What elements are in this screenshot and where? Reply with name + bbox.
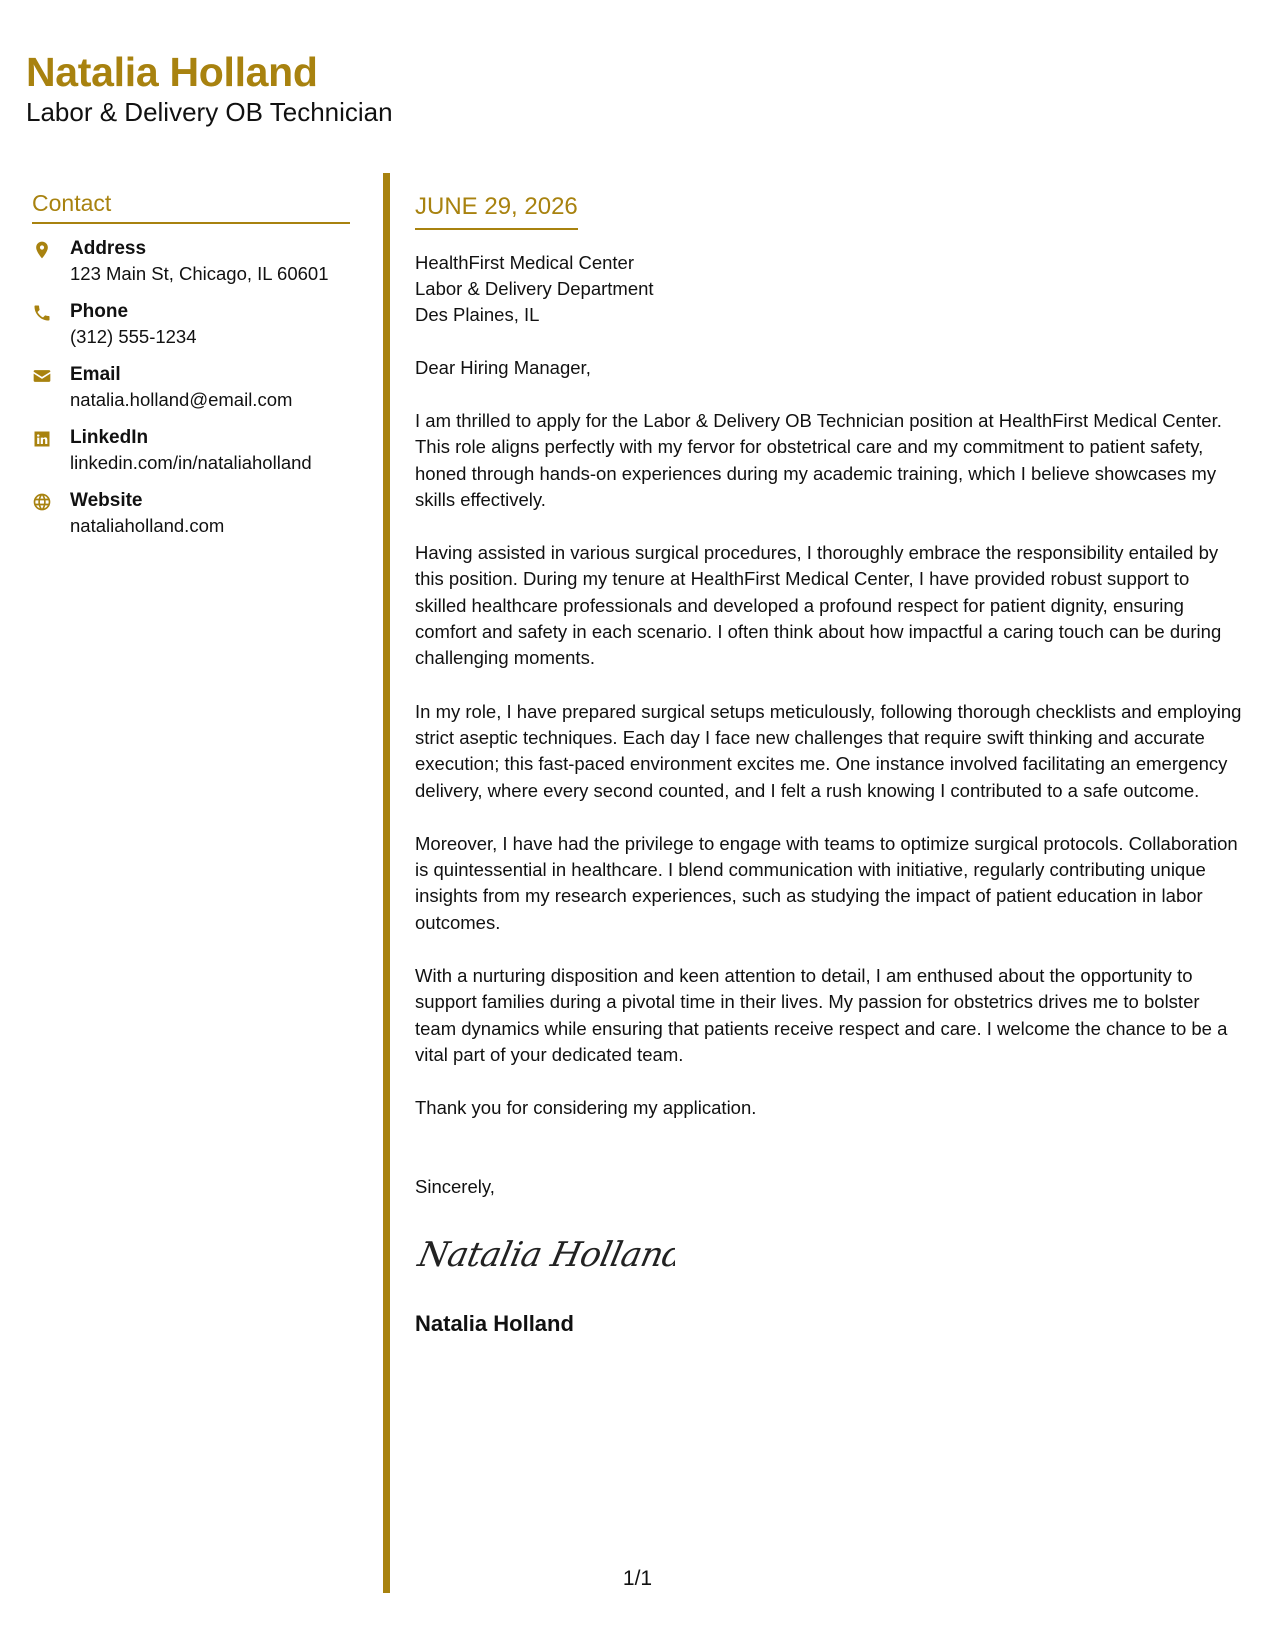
contact-item-linkedin	[32, 425, 350, 488]
body-paragraph: In my role, I have prepared surgical setups meticulously, following thorough checklists and employing strict aseptic techniques. Each day I face new challenges that require swift thinking and accurate execution; this fast-paced environment excites me. One instance involved facilitating an emergency delivery, where every second counted, and I felt a rush knowing I contributed to a safe outcome.	[415, 700, 1242, 801]
recipient-line: HealthFirst Medical Center	[415, 252, 634, 273]
closing: Sincerely,	[415, 1175, 495, 1197]
contact-sidebar	[32, 188, 350, 551]
salutation: Dear Hiring Manager,	[415, 357, 591, 378]
applicant-name: Natalia Holland	[26, 49, 318, 95]
contact-value: linkedin.com/in/nataliaholland	[70, 452, 312, 473]
contact-item-email	[32, 362, 350, 425]
body-paragraph: Thank you for considering my application.	[415, 1097, 757, 1119]
letter-header	[26, 48, 393, 128]
contact-value: natalia.holland@email.com	[70, 389, 293, 410]
phone-icon	[32, 303, 52, 323]
signer-name: Natalia Holland	[415, 1310, 574, 1336]
recipient-block	[415, 250, 1245, 328]
handwritten-signature	[415, 1226, 1245, 1286]
contact-list	[32, 236, 350, 551]
contact-label: Phone	[70, 301, 129, 322]
body-paragraph: Having assisted in various surgical procedures, I thoroughly embrace the responsibility entailed by this position. During my tenure at HealthFirst Medical Center, I have provided robust support to skilled healthcare professionals and developed a profound respect for patient dignity, ensuring comfort and safety in each scenario. I often think about how impactful a caring touch can be during challenging moments.	[415, 542, 1222, 669]
body-paragraph: With a nurturing disposition and keen attention to detail, I am enthused about the opportunity to support families during a pivotal time in their lives. My passion for obstetrics drives me to bolster team dynamics while ensuring that patients receive respect and care. I welcome the chance to be a vital part of your dedicated team.	[415, 965, 1228, 1065]
contact-value: 123 Main St, Chicago, IL 60601	[70, 263, 329, 284]
contact-heading: Contact	[32, 188, 350, 224]
contact-item-website	[32, 488, 350, 551]
page-number: 1/1	[622, 1567, 653, 1590]
map-pin-icon	[32, 240, 52, 260]
letter-date: JUNE 29, 2026	[415, 192, 578, 230]
body-paragraph: Moreover, I have had the privilege to engage with teams to optimize surgical protocols. Collaboration is quintessential in healthcare. I blend communication with initiative, regularly contributing unique insights from my research experiences, such as studying the impact of patient education in labor outcomes.	[415, 832, 1238, 933]
contact-label: LinkedIn	[70, 427, 149, 448]
envelope-icon	[32, 366, 52, 386]
contact-label: Email	[70, 364, 121, 385]
globe-icon	[32, 492, 52, 512]
job-title: Labor & Delivery OB Technician	[26, 97, 393, 127]
contact-value: nataliaholland.com	[70, 515, 225, 536]
contact-value: (312) 555-1234	[70, 326, 197, 347]
contact-label: Address	[70, 238, 147, 259]
svg-text:Natalia Holland: Natalia Holland	[415, 1234, 675, 1275]
contact-label: Website	[70, 490, 143, 511]
letter-body	[415, 192, 1245, 1338]
body-paragraph: I am thrilled to apply for the Labor & Delivery OB Technician position at HealthFirst Medical Center. This role aligns perfectly with my fervor for obstetrical care and my commitment to patient safety, honed through hands-on experiences during my academic training, which I believe showcases my skills effectively.	[415, 410, 1222, 510]
vertical-divider	[383, 173, 390, 1593]
linkedin-icon	[32, 429, 52, 449]
recipient-line: Des Plaines, IL	[415, 304, 540, 325]
contact-item-phone	[32, 299, 350, 362]
recipient-line: Labor & Delivery Department	[415, 278, 654, 299]
contact-item-address	[32, 236, 350, 299]
